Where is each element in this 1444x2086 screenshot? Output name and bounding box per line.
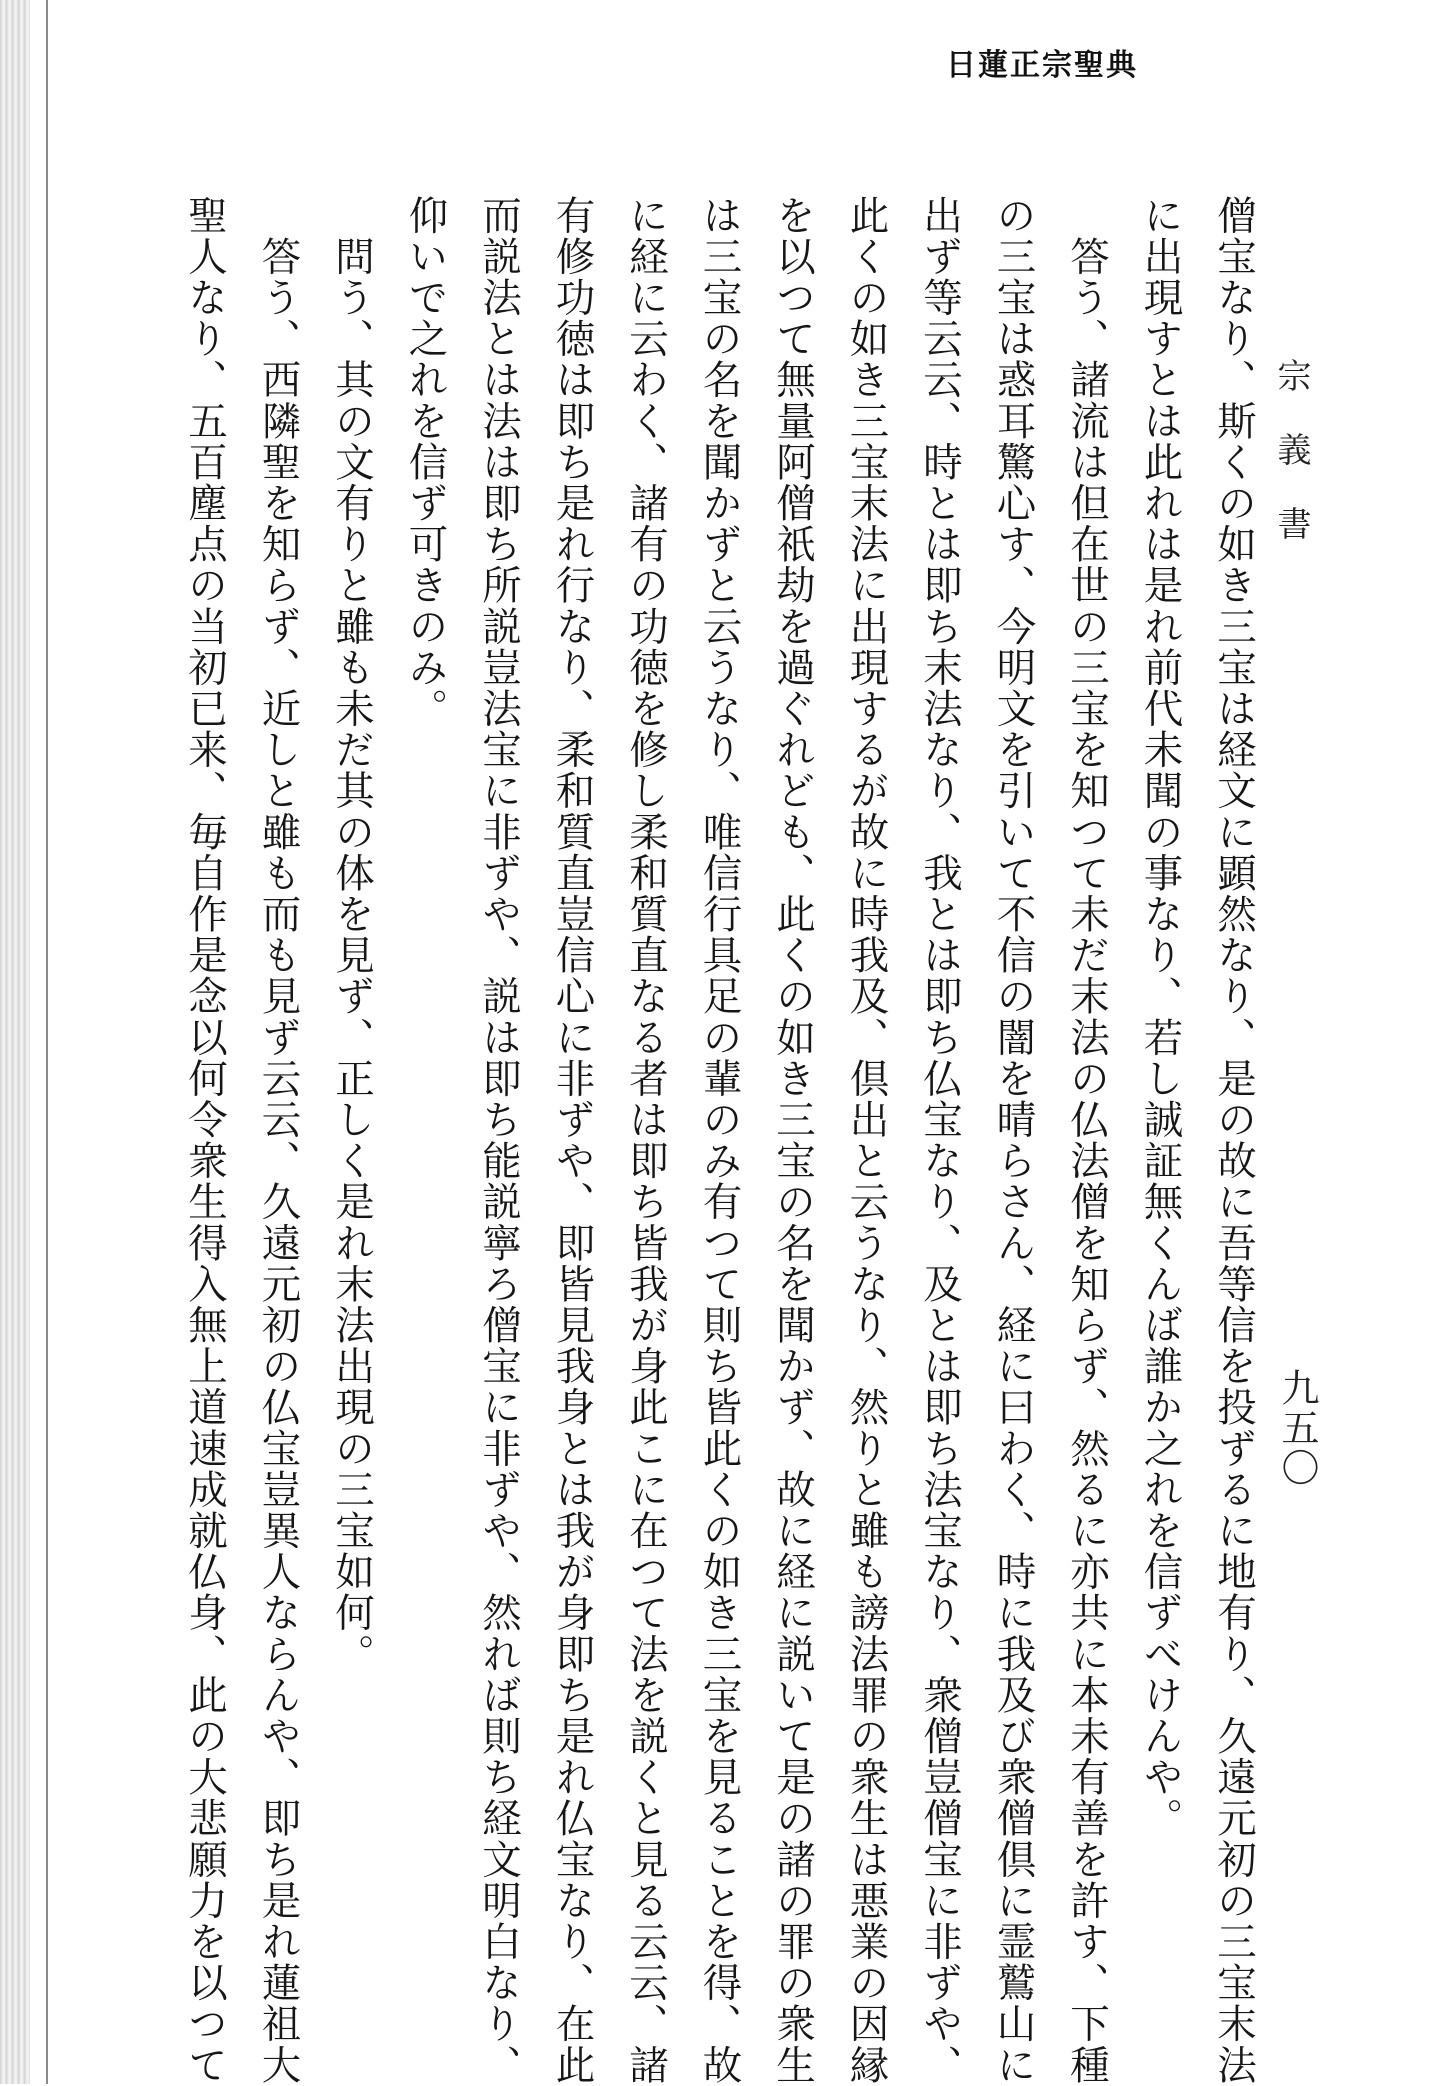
text-column: 此くの如き三宝末法に出現するが故に時我及、倶出と云うなり、然りと雖も謗法罪の衆生は悪業の因縁 — [843, 195, 890, 2086]
text-column: 聖人なり、五百塵点の当初已来、毎自作是念以何令衆生得入無上道速成就仏身、此の大悲願力を以つて — [182, 195, 228, 2086]
binding-line — [46, 0, 48, 2084]
binding-shadow — [0, 0, 30, 2084]
text-column: 答う、諸流は但在世の三宝を知つて未だ末法の仏法僧を知らず、然るに亦共に本未有善を許す、下種 — [1064, 195, 1110, 2086]
vertical-body-text — [180, 195, 1270, 2086]
text-column: に出現すとは此れは是れ前代未聞の事なり、若し誠証無くんば誰か之れを信ずべけんや。 — [1137, 195, 1184, 1839]
text-column: 有修功徳は即ち是れ行なり、柔和質直豈信心に非ずや、即皆見我身とは我が身即ち是れ仏宝なり、在此 — [549, 195, 596, 2086]
text-column: 僧宝なり、斯くの如き三宝は経文に顕然なり、是の故に吾等信を投ずるに地有り、久遠元初の三宝末法 — [1211, 195, 1257, 2086]
text-column: に経に云わく、諸有の功徳を修し柔和質直なる者は即ち皆我が身此こに在つて法を説くと見る云云、諸 — [623, 195, 669, 2086]
book-title: 日蓮正宗聖典 — [946, 48, 1138, 83]
text-column: 仰いで之れを信ず可きのみ。 — [402, 195, 449, 730]
text-column: を以つて無量阿僧祇劫を過ぐれども、此くの如き三宝の名を聞かず、故に経に説いて是の諸の罪の衆生 — [770, 195, 816, 2086]
text-column: の三宝は惑耳驚心す、今明文を引いて不信の闇を晴らさん、経に曰わく、時に我及び衆僧倶に霊鷲山に — [990, 195, 1037, 2086]
running-head: 宗義書 — [1271, 358, 1311, 580]
text-column: は三宝の名を聞かずと云うなり、唯信行具足の輩のみ有つて則ち皆此くの如き三宝を見ることを得、故 — [696, 195, 743, 2086]
page-number: 九五〇 — [1275, 1368, 1319, 1488]
text-column: 問う、其の文有りと雖も未だ其の体を見ず、正しく是れ末法出現の三宝如何。 — [329, 195, 375, 1675]
text-column: 而説法とは法は即ち所説豈法宝に非ずや、説は即ち能説寧ろ僧宝に非ずや、然れば則ち経文明白なり、 — [476, 195, 522, 2086]
text-column: 出ず等云云、時とは即ち末法なり、我とは即ち仏宝なり、及とは即ち法宝なり、衆僧豈僧宝に非ずや、 — [917, 195, 963, 2086]
text-column: 答う、西隣聖を知らず、近しと雖も而も見ず云云、久遠元初の仏宝豈異人ならんや、即ち是れ蓮祖大 — [255, 195, 302, 2086]
